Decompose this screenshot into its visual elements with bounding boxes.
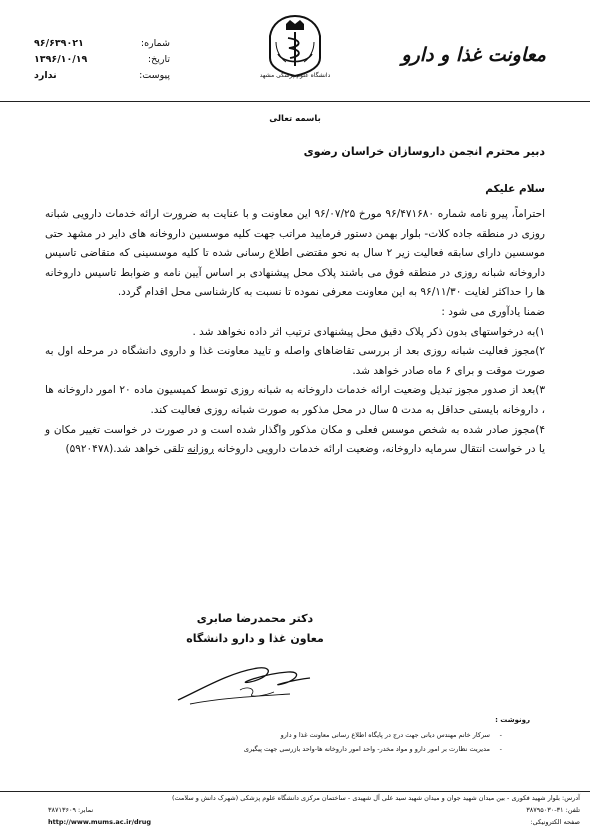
org-title: معاونت غذا و دارو — [401, 44, 546, 66]
footer-divider — [0, 791, 590, 792]
signer-name: دکتر محمدرضا صابری — [196, 612, 314, 625]
item4-text-end: تلقی خواهد شد.(۵۹۲۰۴۷۸) — [65, 443, 188, 456]
handwritten-signature-icon — [170, 660, 320, 710]
cc-bullet: - — [499, 731, 502, 739]
meta-row-date — [30, 52, 170, 68]
footer-phone: تلفن: ۳۱-۳۸۷۹۵۰۳۰ — [526, 806, 580, 814]
list-item: ۲)مجوز فعالیت شبانه روزی بعد از بررسی تقاضاهای واصله و تایید معاونت غذا و داروی دانشگاه در مرحله اول به صورت موقت و برای ۶ ماه صادر خواهد شد. — [45, 345, 545, 377]
underlined-word: روزانه — [187, 443, 214, 456]
letter-meta — [30, 36, 170, 84]
meta-value: ۹۶/۶۳۹۰۲۱ — [34, 38, 84, 49]
greeting: سلام علیکم — [485, 183, 545, 195]
header-divider — [0, 101, 590, 102]
item4-text: ۴)مجوز صادر شده به شخص موسس فعلی و مکان مذکور واگذار شده است و در صورت در خواست تغییر مکان و یا در خواست انتقال سرمایه داروخانه، وضعیت ارائه خدمات دارویی داروخانه — [45, 423, 545, 456]
footer-email-label: صفحه الکترونیکی: — [530, 818, 580, 826]
cc-line — [170, 731, 502, 739]
cc-line-text: سرکار خانم مهندس دیانی جهت درج در پایگاه اطلاع رسانی معاونت غذا و دارو — [280, 731, 490, 739]
footer-address: آدرس: بلوار شهید فکوری - بین میدان شهید جوان و میدان شهید سید علی آل شهیدی - ساختمان مرکزی دانشگاه علوم پزشکی (شهرک دانش و سلامت) — [171, 794, 580, 802]
cc-bullet: - — [499, 745, 502, 753]
meta-row-number — [30, 36, 170, 52]
cc-line — [170, 745, 502, 753]
meta-value: ۱۳۹۶/۱۰/۱۹ — [34, 54, 88, 65]
reminder-line: ضمنا یادآوری می شود : — [441, 305, 545, 318]
cc-heading: رونوشت : — [495, 716, 530, 724]
meta-row-attachment — [30, 68, 170, 84]
recipient-line: دبیر محترم انجمن داروسازان خراسان رضوی — [303, 145, 545, 158]
list-item: ۱)به درخواستهای بدون ذکر پلاک دقیق محل پیشنهادی ترتیب اثر داده نخواهد شد . — [192, 325, 545, 338]
meta-label: پیوست: — [139, 70, 170, 81]
invocation: باسمه تعالی — [269, 114, 321, 124]
intro-paragraph: احتراماً، پیرو نامه شماره ۹۶/۴۷۱۶۸۰ مورخ ۹۶/۰۷/۲۵ این معاونت و با عنایت به ضرورت ارائه خدمات دارویی شبانه روزی در منطقه جاده کلات- بلوار بهمن دستور فرمایید مراتب جهت کلیه موسسین داروخانه های دایر در مشهد حتی موسسین دارای سابقه فعالیت زیر ۲ سال به نحو مقتضی اطلاع رسانی شده تا کلیه موسسینی که متقاضی تاسیس داروخانه شبانه روزی در منطقه فوق می باشند پلاک محل پیشنهادی بر اساس آیین نامه و ضوابط تاسیس داروخانه ها را حداکثر لغایت ۹۶/۱۱/۳۰ به این معاونت معرفی نموده تا نسبت به کارشناسی محل اقدام گردد. — [45, 208, 546, 299]
website-link[interactable]: http://www.mums.ac.ir/drug — [48, 818, 152, 826]
university-logo-icon — [264, 14, 326, 78]
meta-value: ندارد — [34, 70, 57, 81]
list-item: ۳)بعد از صدور مجوز تبدیل وضعیت ارائه خدمات داروخانه به شبانه روزی توسط کمیسیون ماده ۲۰ امور داروخانه ها ، داروخانه بایستی حداقل به مدت ۵ سال در محل مذکور به صورت شبانه روزی فعالیت کند. — [45, 384, 546, 416]
signer-title: معاون غذا و دارو دانشگاه — [186, 632, 324, 645]
meta-label: تاریخ: — [147, 54, 170, 65]
footer-fax: نمابر: ۳۸۷۱۳۶۰۹ — [48, 806, 94, 814]
meta-label: شماره: — [140, 38, 170, 49]
list-item — [45, 421, 545, 460]
logo-caption: دانشگاه علوم پزشکی مشهد — [259, 72, 331, 79]
letter-body — [45, 205, 545, 460]
cc-line-text: مدیریت نظارت بر امور دارو و مواد مخدر- واحد امور داروخانه ها-واحد بازرسی جهت پیگیری — [243, 745, 490, 753]
